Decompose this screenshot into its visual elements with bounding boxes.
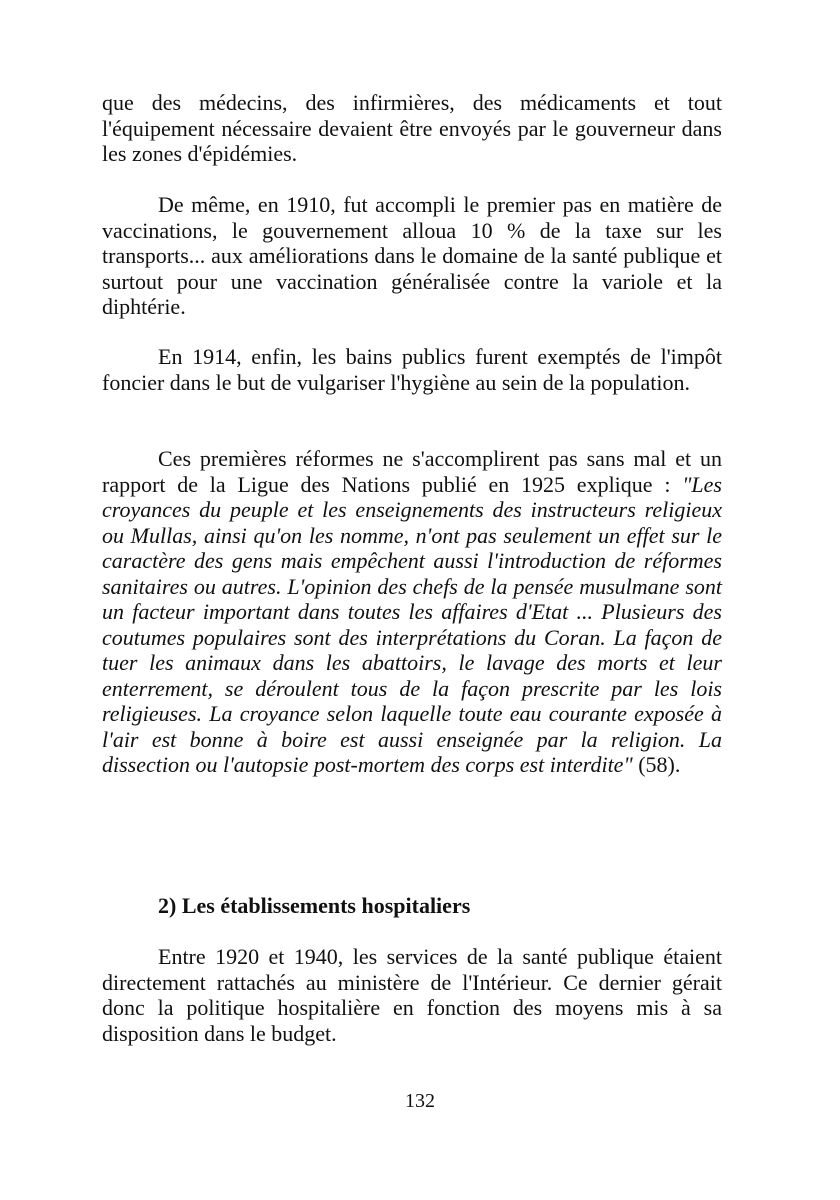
paragraph-1-text: que des médecins, des infirmières, des médicaments et tout l'équipement nécessaire devaient être envoyés par le gouverneur dans les zones d'épidémies. [102, 90, 722, 166]
paragraph-4-intro: Ces premières réformes ne s'accomplirent pas sans mal et un rapport de la Ligue des Nations publié en 1925 explique : [102, 446, 722, 497]
paragraph-5 [102, 944, 722, 1046]
paragraph-2-text: De même, en 1910, fut accompli le premier pas en matière de vaccinations, le gouvernement alloua 10 % de la taxe sur les transports... aux améliorations dans le domaine de la santé publique et surtout pour une vaccination généralisée contre la variole et la diphtérie. [102, 192, 722, 319]
paragraph-5-text: Entre 1920 et 1940, les services de la santé publique étaient directement rattachés au ministère de l'Intérieur. Ce dernier gérait donc la politique hospitalière en fonction des moyens mis à sa disposition dans le budget. [102, 944, 722, 1046]
page-number: 132 [405, 1090, 435, 1112]
paragraph-2 [102, 192, 722, 320]
paragraph-4-text [102, 446, 722, 778]
paragraph-3 [102, 344, 722, 395]
paragraph-3-text: En 1914, enfin, les bains publics furent exemptés de l'impôt foncier dans le but de vulgariser l'hygiène au sein de la population. [102, 344, 722, 395]
league-of-nations-quote: "Les croyances du peuple et les enseignements des instructeurs religieux ou Mullas, ainsi qu'on les nomme, n'ont pas seulement un effet sur le caractère des gens mais empêchent aussi l'introduction de réformes sanitaires ou autres. L'opinion des chefs de la pensée musulmane sont un facteur important dans toutes les affaires d'Etat ... Plusieurs des coutumes populaires sont des interprétations du Coran. La façon de tuer les animaux dans les abattoirs, le lavage des morts et leur enterrement, se déroulent tous de la façon prescrite par les lois religieuses. La croyance selon laquelle toute eau courante exposée à l'air est bonne à boire est aussi enseignée par la religion. La dissection ou l'autopsie post-mortem des corps est interdite" [102, 471, 722, 777]
section-heading: 2) Les établissements hospitaliers [158, 893, 471, 918]
paragraph-4 [102, 446, 722, 778]
paragraph-1 [102, 90, 722, 167]
footnote-reference: (58). [632, 752, 681, 777]
